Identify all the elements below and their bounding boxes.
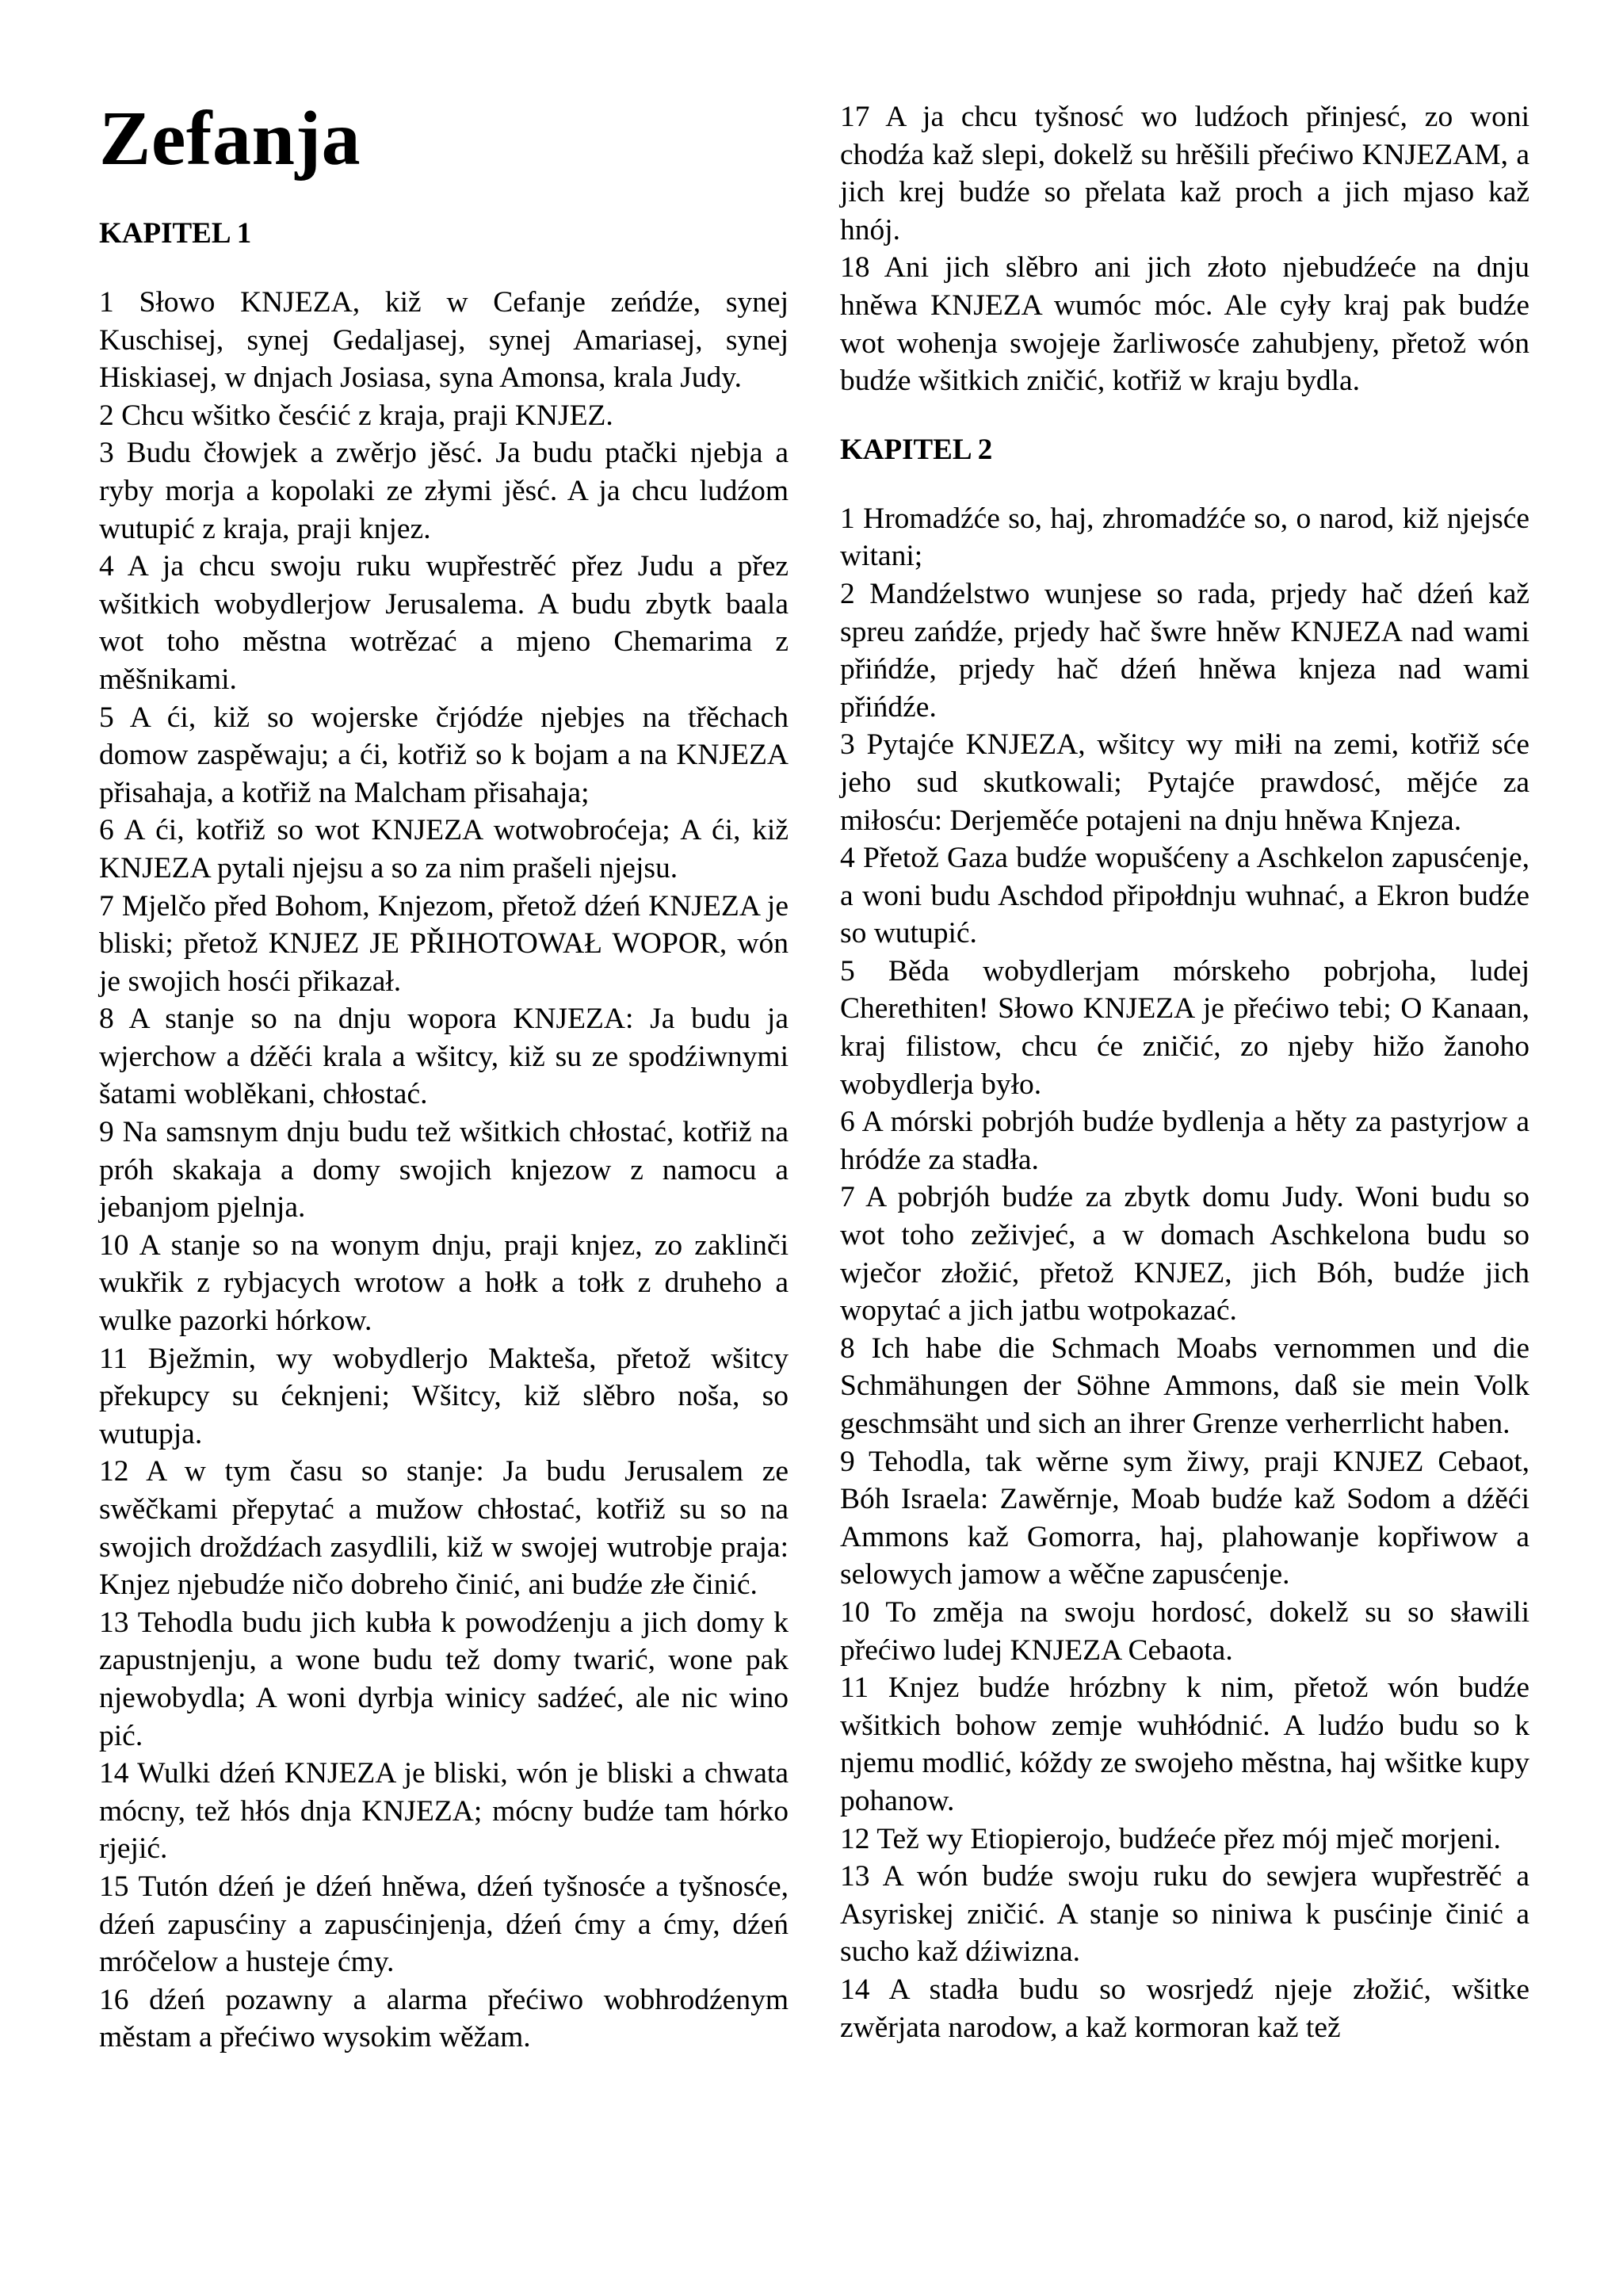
verse-1-4: 4 A ja chcu swoju ruku wupřestrěć přez Judu a přez wšitkich wobydlerjow Jerusalema. A budu zbytk baala wot toho městna wotrězać a mjeno Chemarima z měšnikami.: [99, 550, 789, 696]
verse-1-9: 9 Na samsnym dnju budu tež wšitkich chłostać, kotřiž na próh skakaja a domy swojich knjezow z namocu a jebanjom pjelnja.: [99, 1116, 789, 1224]
verse-1-12: 12 A w tym času so stanje: Ja budu Jerusalem ze swěčkami přepytać a mužow chłostać, kotřiž su so na swojich droždźach zasydlili, kiž w swojej wutrobje praja: Knjez njebudźe ničo dobreho činić, ani budźe złe činić.: [99, 1455, 789, 1602]
verse-2-13: 13 A wón budźe swoju ruku do sewjera wupřestrěć a Asyriskej zničić. A stanje so niniwa k pusćinje činić a sucho kaž dźiwizna.: [840, 1860, 1529, 1969]
verse-1-3: 3 Budu čłowjek a zwěrjo jěsć. Ja budu ptački njebja a ryby morja a kopolaki ze złymi jěsć. A ja chcu ludźom wutupić z kraja, praji knjez.: [99, 437, 789, 545]
verse-2-7: 7 A pobrjóh budźe za zbytk domu Judy. Woni budu so wot toho zeživjeć, a w domach Aschkelona budu so wječor złožić, přetož KNJEZ, jich Bóh, budźe jich wopytać a jich jatbu wotpokazać.: [840, 1181, 1529, 1328]
book-title: Zefanja: [99, 96, 361, 181]
verse-2-4: 4 Přetož Gaza budźe wopušćeny a Aschkelon zapusćenje, a woni budu Aschdod připołdnju wuhnać, a Ekron budźe so wutupić.: [840, 842, 1529, 950]
chapter-spacer: [840, 400, 1529, 432]
verse-2-8: 8 Ich habe die Schmach Moabs vernommen und die Schmähungen der Söhne Ammons, daß sie mein Volk geschmsäht und sich an ihrer Grenze verherrlicht haben.: [840, 1331, 1529, 1440]
verse-1-11: 11 Bježmin, wy wobydlerjo Makteša, přetož wšitcy překupcy su ćeknjeni; Wšitcy, kiž slěbro noša, so wutupja.: [99, 1342, 789, 1450]
verse-1-14: 14 Wulki dźeń KNJEZA je bliski, wón je bliski a chwata mócny, tež hłós dnja KNJEZA; mócny budźe tam hórko rjejić.: [99, 1757, 789, 1866]
verse-1-2: 2 Chcu wšitko česćić z kraja, praji KNJEZ.: [99, 399, 613, 432]
verse-1-8: 8 A stanje so na dnju wopora KNJEZA: Ja budu ja wjerchow a dźěći krala a wšitcy, kiž su ze spodźiwnymi šatami woblěkani, chłostać.: [99, 1003, 789, 1111]
right-column: [840, 98, 1529, 2046]
verse-2-5: 5 Běda wobydlerjam mórskeho pobrjoha, ludej Cherethiten! Słowo KNJEZA je přećiwo tebi; O Kanaan, kraj filistow, chcu će zničić, zo njeby hižo žanoho wobydlerja było.: [840, 954, 1529, 1101]
chapter-1-heading: KAPITEL 1: [99, 217, 252, 250]
verse-2-9: 9 Tehodla, tak wěrne sym žiwy, praji KNJEZ Cebaot, Bóh Israela: Zawěrnje, Moab budźe kaž Sodom a dźěći Ammons kaž Gomorra, haj, plahowanje kopřiwow a selowych jamow a wěčne zapusćenje.: [840, 1445, 1529, 1591]
verse-1-10: 10 A stanje so na wonym dnju, praji knjez, zo zaklinči wukřik z rybjacych wrotow a hołk a tołk z druheho a wulke pazorki hórkow.: [99, 1228, 789, 1338]
verse-1-5: 5 A ći, kiž so wojerske črjódźe njebjes na třěchach domow zaspěwaju; a ći, kotřiž so k bojam a na KNJEZA přisahaja, a kotřiž na Malcham přisahaja;: [99, 701, 789, 809]
verse-1-1: 1 Słowo KNJEZA, kiž w Cefanje zeńdźe, synej Kuschisej, synej Gedaljasej, synej Amariasej, synej Hiskiasej, w dnjach Josiasa, syna Amonsa, krala Judy.: [99, 286, 789, 395]
verse-2-6: 6 A mórski pobrjóh budźe bydlenja a hěty za pastyrjow a hródźe za stadła.: [840, 1106, 1529, 1176]
verse-2-10: 10 To změja na swoju hordosć, dokelž su so sławili přećiwo ludej KNJEZA Cebaota.: [840, 1595, 1529, 1667]
verse-1-18: 18 Ani jich slěbro ani jich złoto njebudźeće na dnju hněwa KNJEZA wumóc móc. Ale cyły kraj pak budźe wot wohenja swojeje žarliwosće zahubjeny, přetož wón budźe wšitkich zničić, kotřiž w kraju bydla.: [840, 251, 1529, 398]
verse-1-7: 7 Mjelčo před Bohom, Knjezom, přetož dźeń KNJEZA je bliski; přetož KNJEZ JE PŘIHOTOWAŁ WOPOR, wón je swojich hosći přikazał.: [99, 889, 789, 998]
verse-1-16: 16 dźeń pozawny a alarma přećiwo wobhrodźenym městam a přećiwo wysokim wěžam.: [99, 1983, 789, 2054]
verse-2-12: 12 Tež wy Etiopierojo, budźeće přez mój mječ morjeni.: [840, 1822, 1501, 1855]
verse-1-6: 6 A ći, kotřiž so wot KNJEZA wotwobroćeja; A ći, kiž KNJEZA pytali njejsu a so za nim prašeli njejsu.: [99, 814, 789, 884]
verse-2-2: 2 Mandźelstwo wunjese so rada, prjedy hač dźeń kaž spreu zańdźe, prjedy hač šwre hněw KNJEZA nad wami přińdźe, prjedy hač dźeń hněwa knjeza nad wami přińdźe.: [840, 577, 1529, 724]
verse-2-1: 1 Hromadźće so, haj, zhromadźće so, o narod, kiž njejsće witani;: [840, 502, 1529, 573]
verse-2-14: 14 A stadła budu so wosrjedź njeje złožić, wšitke zwěrjata narodow, a kaž kormoran kaž tež: [840, 1973, 1529, 2044]
verse-1-15: 15 Tutón dźeń je dźeń hněwa, dźeń tyšnosće a tyšnosće, dźeń zapusćiny a zapusćinjenja, dźeń ćmy a ćmy, dźeń mróčelow a husteje ćmy.: [99, 1870, 789, 1979]
chapter-2-heading: KAPITEL 2: [840, 433, 993, 466]
verse-2-11: 11 Knjez budźe hrózbny k nim, přetož wón budźe wšitkich bohow zemje wuhłódnić. A ludźo budu so k njemu modlić, kóždy ze swojeho městna, haj wšitke kupy pohanow.: [840, 1671, 1529, 1817]
verse-1-13: 13 Tehodla budu jich kubła k powodźenju a jich domy k zapustnjenju, a wone budu tež domy twarić, wone pak njewobydla; A woni dyrbja winicy sadźeć, ale nic wino pić.: [99, 1606, 789, 1752]
verse-1-17: 17 A ja chcu tyšnosć wo ludźoch přinjesć, zo woni chodźa kaž slepi, dokelž su hrěšili přećiwo KNJEZAM, a jich krej budźe so přelata kaž proch a jich mjaso kaž hnój.: [840, 101, 1529, 246]
verse-2-3: 3 Pytajće KNJEZA, wšitcy wy miłi na zemi, kotřiž sće jeho sud skutkowali; Pytajće prawdosć, mějće za miłosću: Derjeměće potajeni na dnju hněwa Knjeza.: [840, 728, 1529, 837]
left-column: [99, 95, 789, 2057]
